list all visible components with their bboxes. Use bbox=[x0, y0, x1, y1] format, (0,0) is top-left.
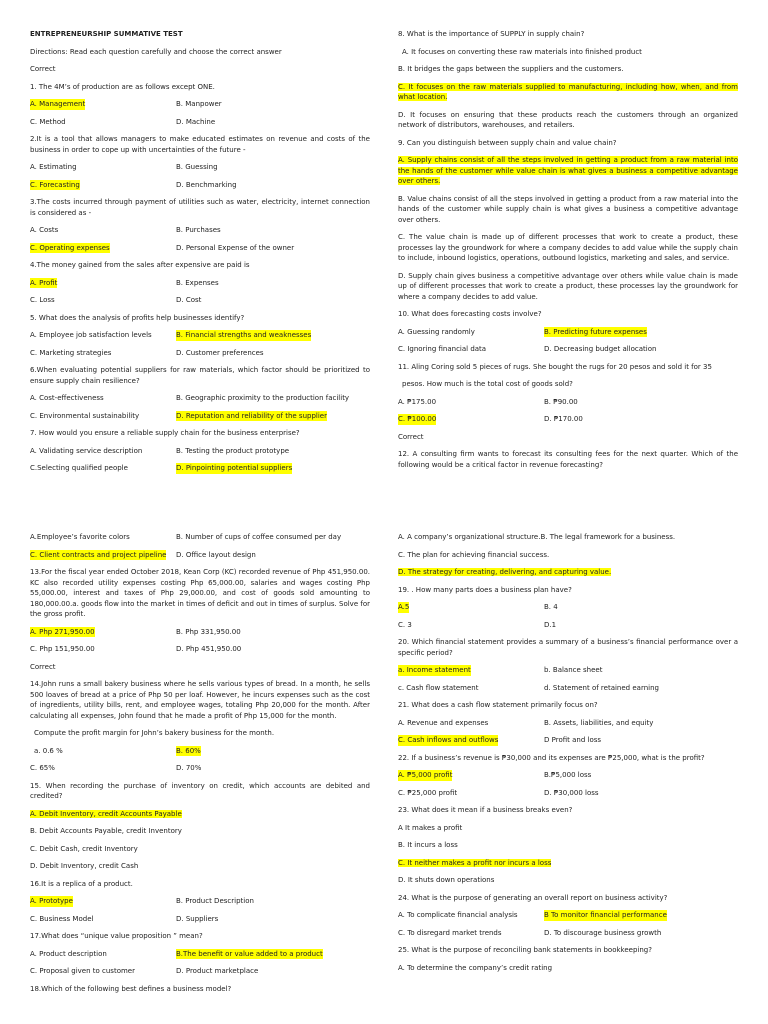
text-line bbox=[398, 753, 738, 764]
text-line bbox=[30, 861, 370, 872]
line-text: Correct bbox=[30, 662, 56, 671]
text-line bbox=[398, 64, 738, 75]
option-a: C. Environmental sustainability bbox=[30, 411, 140, 420]
line-text: 5. What does the analysis of profits help businesses identify? bbox=[30, 313, 245, 322]
option-b: D. Benchmarking bbox=[176, 180, 237, 189]
line-text: 9. Can you distinguish between supply chain and value chain? bbox=[398, 138, 617, 147]
option-a: A. Costs bbox=[30, 226, 59, 234]
text-line bbox=[398, 805, 738, 816]
text-line bbox=[30, 82, 370, 93]
answer-options-row bbox=[30, 278, 370, 289]
line-text: 8. What is the importance of SUPPLY in supply chain? bbox=[398, 30, 585, 38]
text-line bbox=[30, 428, 370, 439]
option-b: B. Php 331,950.00 bbox=[176, 627, 241, 636]
option-a: A. Guessing randomly bbox=[398, 327, 475, 336]
line-text: 11. Aling Coring sold 5 pieces of rugs. She bought the rugs for 20 pesos and sold it for 35 bbox=[398, 362, 712, 371]
page1-right-column bbox=[398, 29, 738, 477]
line-text: 3.The costs incurred through payment of utilities such as water, electricity, internet connection is considered as - bbox=[30, 198, 370, 217]
highlighted-answer: B. Financial strengths and weaknesses bbox=[176, 331, 312, 339]
option-a: C. Loss bbox=[30, 296, 55, 304]
answer-options-row bbox=[398, 770, 738, 781]
text-line bbox=[398, 362, 738, 373]
option-b: D. ₱170.00 bbox=[544, 415, 583, 423]
option-b: b. Balance sheet bbox=[544, 666, 603, 674]
option-b: B. Geographic proximity to the production facility bbox=[176, 394, 350, 402]
highlighted-answer: C. It focuses on the raw materials supplied to manufacturing, including how, when, and from what location. bbox=[398, 82, 738, 101]
highlighted-answer: B To monitor financial performance bbox=[544, 911, 667, 919]
text-line bbox=[398, 29, 738, 40]
line-text: 16.It is a replica of a product. bbox=[30, 879, 133, 888]
highlighted-answer: C. Client contracts and project pipeline bbox=[30, 550, 167, 559]
option-b: D. Machine bbox=[176, 117, 216, 126]
text-line bbox=[30, 679, 370, 721]
answer-options-row bbox=[30, 463, 370, 474]
text-line bbox=[398, 82, 738, 103]
line-text: B. Debit Accounts Payable, credit Inventory bbox=[30, 827, 182, 835]
answer-options-row bbox=[30, 896, 370, 907]
line-text: pesos. How much is the total cost of goods sold? bbox=[402, 380, 573, 388]
option-b: B. Number of cups of coffee consumed per day bbox=[176, 533, 342, 541]
line-text: 23. What does it mean if a business breaks even? bbox=[398, 806, 573, 814]
text-line bbox=[30, 931, 370, 942]
highlighted-answer: A.5 bbox=[398, 603, 410, 611]
answer-options-row bbox=[398, 928, 738, 939]
line-text: C. The plan for achieving financial success. bbox=[398, 550, 550, 559]
answer-options-row bbox=[398, 735, 738, 746]
option-a: C. 65% bbox=[30, 764, 55, 772]
line-text: A It makes a profit bbox=[398, 823, 463, 832]
highlighted-answer: A. Php 271,950.00 bbox=[30, 627, 95, 636]
text-line bbox=[30, 844, 370, 855]
answer-options-row bbox=[30, 446, 370, 457]
text-line bbox=[30, 64, 370, 75]
text-line bbox=[30, 728, 370, 739]
highlighted-answer: A. Management bbox=[30, 100, 86, 108]
option-a: C. Ignoring financial data bbox=[398, 345, 487, 353]
option-b: D. To discourage business growth bbox=[544, 928, 662, 937]
option-b: D. Personal Expense of the owner bbox=[176, 243, 295, 252]
option-b: B. Expenses bbox=[176, 278, 219, 287]
text-line bbox=[398, 567, 738, 578]
answer-options-row bbox=[398, 665, 738, 676]
answer-options-row bbox=[398, 397, 738, 408]
text-line bbox=[30, 567, 370, 620]
line-text: 24. What is the purpose of generating an overall report on business activity? bbox=[398, 893, 668, 902]
answer-options-row bbox=[30, 644, 370, 655]
page2-right-column bbox=[398, 532, 738, 980]
option-b: d. Statement of retained earning bbox=[544, 683, 659, 692]
answer-options-row bbox=[30, 393, 370, 404]
option-b: D. 70% bbox=[176, 764, 202, 772]
line-text: A. A company’s organizational structure.B. The legal framework for a business. bbox=[398, 533, 676, 541]
line-text: 19. . How many parts does a business plan have? bbox=[398, 585, 572, 594]
option-b: D. Customer preferences bbox=[176, 348, 264, 357]
option-b: B. Assets, liabilities, and equity bbox=[544, 718, 654, 727]
option-a: A. Product description bbox=[30, 949, 107, 958]
answer-options-row bbox=[30, 411, 370, 422]
page2-left-column bbox=[30, 532, 370, 1001]
answer-options-row bbox=[30, 162, 370, 173]
answer-options-row bbox=[30, 746, 370, 757]
answer-options-row bbox=[398, 910, 738, 921]
line-text: 7. How would you ensure a reliable supply chain for the business enterprise? bbox=[30, 429, 300, 437]
highlighted-answer: B.The benefit or value added to a product bbox=[176, 949, 323, 958]
text-line bbox=[398, 449, 738, 470]
text-line bbox=[30, 313, 370, 324]
document-title bbox=[30, 29, 370, 40]
highlighted-answer: C. It neither makes a profit nor incurs a loss bbox=[398, 858, 552, 867]
line-text: 6.When evaluating potential suppliers for raw materials, which factor should be prioritized to ensure supply chain resilience? bbox=[30, 366, 370, 385]
line-text: B. It incurs a loss bbox=[398, 841, 458, 849]
text-line bbox=[30, 47, 370, 58]
highlighted-answer: A. Debit Inventory, credit Accounts Payable bbox=[30, 809, 182, 818]
line-text: 25. What is the purpose of reconciling bank statements in bookkeeping? bbox=[398, 946, 652, 954]
line-text: 21. What does a cash flow statement primarily focus on? bbox=[398, 701, 598, 709]
line-text: 17.What does “unique value proposition ” mean? bbox=[30, 932, 203, 940]
highlighted-answer: A. Profit bbox=[30, 278, 58, 287]
answer-options-row bbox=[30, 295, 370, 306]
option-b: D. ₱30,000 loss bbox=[544, 788, 599, 797]
line-text: ENTREPRENEURSHIP SUMMATIVE TEST bbox=[30, 30, 183, 38]
text-line bbox=[398, 963, 738, 974]
answer-options-row bbox=[30, 225, 370, 236]
option-b: B. Purchases bbox=[176, 226, 221, 234]
option-a: A. Revenue and expenses bbox=[398, 718, 489, 727]
answer-options-row bbox=[398, 344, 738, 355]
option-a: A. Cost-effectiveness bbox=[30, 394, 104, 402]
line-text: Correct bbox=[30, 65, 56, 73]
option-b: D. Cost bbox=[176, 296, 202, 304]
text-line bbox=[398, 858, 738, 869]
line-text: B. It bridges the gaps between the suppliers and the customers. bbox=[398, 65, 624, 73]
text-line bbox=[30, 809, 370, 820]
highlighted-answer: C. Forecasting bbox=[30, 180, 80, 189]
line-text: 10. What does forecasting costs involve? bbox=[398, 310, 542, 318]
option-b: D. Decreasing budget allocation bbox=[544, 345, 657, 353]
highlighted-answer: D. The strategy for creating, delivering, and capturing value. bbox=[398, 568, 612, 576]
option-b: D. Office layout design bbox=[176, 550, 256, 559]
option-a: A. To complicate financial analysis bbox=[398, 911, 518, 919]
answer-options-row bbox=[30, 949, 370, 960]
highlighted-answer: D. Reputation and reliability of the supplier bbox=[176, 411, 327, 420]
answer-options-row bbox=[30, 180, 370, 191]
highlighted-answer: C. Cash inflows and outflows bbox=[398, 736, 499, 744]
answer-options-row bbox=[30, 550, 370, 561]
line-text: 4.The money gained from the sales after expensive are paid is bbox=[30, 261, 250, 269]
text-line bbox=[30, 197, 370, 218]
option-b: B. 4 bbox=[544, 603, 558, 611]
text-line bbox=[30, 879, 370, 890]
option-a: C. 3 bbox=[398, 620, 412, 629]
line-text: 14.John runs a small bakery business where he sells various types of bread. In a month, he sells 500 loaves of bread at a price of Php 50 per loaf. However, he incurs expenses such as the cost of ingredients, utility bills, rent, and employee wages, totaling Php 20,000 for the month. After calculating all expenses, John found that he made a profit of Php 15,000 for the month. bbox=[30, 680, 370, 720]
line-text: D. It shuts down operations bbox=[398, 876, 495, 884]
option-a: C. Business Model bbox=[30, 914, 94, 923]
text-line bbox=[398, 585, 738, 596]
option-a: A.Employee’s favorite colors bbox=[30, 533, 130, 541]
option-a: C. Proposal given to customer bbox=[30, 967, 135, 975]
answer-options-row bbox=[30, 117, 370, 128]
option-b: B.₱5,000 loss bbox=[544, 771, 592, 779]
text-line bbox=[398, 138, 738, 149]
option-a: C. Method bbox=[30, 117, 66, 126]
option-b: D Profit and loss bbox=[544, 736, 602, 744]
option-b: D. Php 451,950.00 bbox=[176, 645, 242, 653]
highlighted-answer: D. Pinpointing potential suppliers bbox=[176, 464, 293, 472]
text-line bbox=[398, 155, 738, 187]
answer-options-row bbox=[30, 99, 370, 110]
highlighted-answer: B. Predicting future expenses bbox=[544, 327, 647, 336]
text-line bbox=[398, 309, 738, 320]
answer-options-row bbox=[30, 348, 370, 359]
answer-options-row bbox=[398, 683, 738, 694]
line-text: 2.It is a tool that allows managers to make educated estimates on revenue and costs of the business in order to cope up with uncertainties of the future - bbox=[30, 135, 370, 154]
answer-options-row bbox=[30, 966, 370, 977]
line-text: D. It focuses on ensuring that these products reach the customers through an organized network of distributors, warehouses, and retailers. bbox=[398, 110, 738, 129]
text-line bbox=[30, 781, 370, 802]
option-a: C.Selecting qualified people bbox=[30, 464, 128, 472]
line-text: 13.For the fiscal year ended October 2018, Kean Corp (KC) recorded revenue of Php 451,950.00. KC also recorded utility expenses costing Php 65,000.00, salaries and wages costing Php 55,000.00, interest and taxes of Php 29,000.00, and cost of goods sold amounting to 180,000.00.a. goods flow into the market in times of deficit and out in times of surplus. Solve for the gross profit. bbox=[30, 568, 370, 618]
highlighted-answer: a. Income statement bbox=[398, 666, 471, 674]
highlighted-answer: B. 60% bbox=[176, 746, 201, 755]
text-line bbox=[398, 550, 738, 561]
line-text: A. It focuses on converting these raw materials into finished product bbox=[402, 47, 642, 56]
option-a: C. ₱25,000 profit bbox=[398, 788, 458, 797]
text-line bbox=[398, 637, 738, 658]
option-b: D. Product marketplace bbox=[176, 967, 259, 975]
answer-options-row bbox=[398, 788, 738, 799]
line-text: 20. Which financial statement provides a summary of a business’s financial performance over a specific period? bbox=[398, 638, 738, 657]
option-b: B. Testing the product prototype bbox=[176, 446, 290, 455]
answer-options-row bbox=[398, 620, 738, 631]
line-text: B. Value chains consist of all the steps involved in getting a product from a raw material into the hands of the customer while supply chain is what gives a business a competitive advantage over others. bbox=[398, 194, 738, 224]
text-line bbox=[398, 194, 738, 226]
option-a: C. Php 151,950.00 bbox=[30, 645, 95, 653]
answer-options-row bbox=[30, 330, 370, 341]
option-a: a. 0.6 % bbox=[34, 746, 63, 755]
text-line bbox=[398, 823, 738, 834]
option-b: B. Guessing bbox=[176, 163, 218, 171]
answer-options-row bbox=[30, 763, 370, 774]
text-line bbox=[398, 532, 738, 543]
answer-options-row bbox=[398, 718, 738, 729]
highlighted-answer: A. Prototype bbox=[30, 897, 73, 905]
line-text: 22. If a business’s revenue is ₱30,000 and its expenses are ₱25,000, what is the profit? bbox=[398, 753, 705, 762]
line-text: 18.Which of the following best defines a business model? bbox=[30, 984, 232, 993]
answer-options-row bbox=[30, 532, 370, 543]
text-line bbox=[398, 110, 738, 131]
line-text: 1. The 4M’s of production are as follows except ONE. bbox=[30, 82, 215, 91]
line-text: D. Debit Inventory, credit Cash bbox=[30, 862, 139, 870]
text-line bbox=[30, 260, 370, 271]
option-b: B. Manpower bbox=[176, 100, 222, 108]
text-line bbox=[398, 271, 738, 303]
text-line bbox=[30, 662, 370, 673]
text-line bbox=[30, 826, 370, 837]
text-line bbox=[398, 432, 738, 443]
text-line bbox=[398, 47, 738, 58]
line-text: 12. A consulting firm wants to forecast its consulting fees for the next quarter. Which of the following would be a critical factor in revenue forecasting? bbox=[398, 450, 738, 469]
option-a: c. Cash flow statement bbox=[398, 683, 479, 692]
option-a: C. To disregard market trends bbox=[398, 928, 502, 937]
option-a: C. Marketing strategies bbox=[30, 348, 112, 357]
answer-options-row bbox=[398, 602, 738, 613]
answer-options-row bbox=[398, 327, 738, 338]
line-text: C. The value chain is made up of different processes that work to create a product, these processes lay the groundwork for where a company decides to add value while the supply chain to include, inbound logistics, operations, outbound logistics, marketing and sales, and service. bbox=[398, 233, 738, 262]
answer-options-row bbox=[30, 627, 370, 638]
option-b: B. Product Description bbox=[176, 897, 254, 905]
highlighted-answer: A. Supply chains consist of all the steps involved in getting a product from a raw material into the hands of the customer while value chain is what gives a business a competitive advantage over others. bbox=[398, 156, 738, 185]
answer-options-row bbox=[30, 914, 370, 925]
text-line bbox=[398, 893, 738, 904]
answer-options-row bbox=[30, 243, 370, 254]
text-line bbox=[398, 840, 738, 851]
highlighted-answer: A. ₱5,000 profit bbox=[398, 771, 453, 779]
line-text: 15. When recording the purchase of inventory on credit, which accounts are debited and credited? bbox=[30, 781, 370, 800]
text-line bbox=[30, 984, 370, 995]
text-line bbox=[30, 134, 370, 155]
text-line bbox=[398, 232, 738, 264]
option-b: B. ₱90.00 bbox=[544, 397, 578, 406]
option-b: D.1 bbox=[544, 620, 557, 629]
highlighted-answer: C. ₱100.00 bbox=[398, 415, 437, 423]
highlighted-answer: C. Operating expenses bbox=[30, 243, 110, 252]
line-text: Directions: Read each question carefully and choose the correct answer bbox=[30, 47, 282, 56]
answer-options-row bbox=[398, 414, 738, 425]
line-text: D. Supply chain gives business a competitive advantage over others while value chain is made up of different processes that work to create a product, these processes lay the groundwork for where a company decides to add value. bbox=[398, 271, 738, 301]
page1-left-column bbox=[30, 29, 370, 481]
option-a: A. Employee job satisfaction levels bbox=[30, 331, 152, 339]
text-line bbox=[398, 875, 738, 886]
text-line bbox=[398, 379, 738, 390]
line-text: Compute the profit margin for John’s bakery business for the month. bbox=[34, 729, 275, 737]
line-text: C. Debit Cash, credit Inventory bbox=[30, 844, 138, 853]
option-b: D. Suppliers bbox=[176, 914, 219, 923]
option-a: A. ₱175.00 bbox=[398, 397, 437, 406]
option-a: A. Validating service description bbox=[30, 446, 143, 455]
line-text: Correct bbox=[398, 432, 424, 441]
option-a: A. Estimating bbox=[30, 163, 77, 171]
text-line bbox=[398, 945, 738, 956]
line-text: A. To determine the company’s credit rating bbox=[398, 963, 553, 972]
text-line bbox=[398, 700, 738, 711]
text-line bbox=[30, 365, 370, 386]
